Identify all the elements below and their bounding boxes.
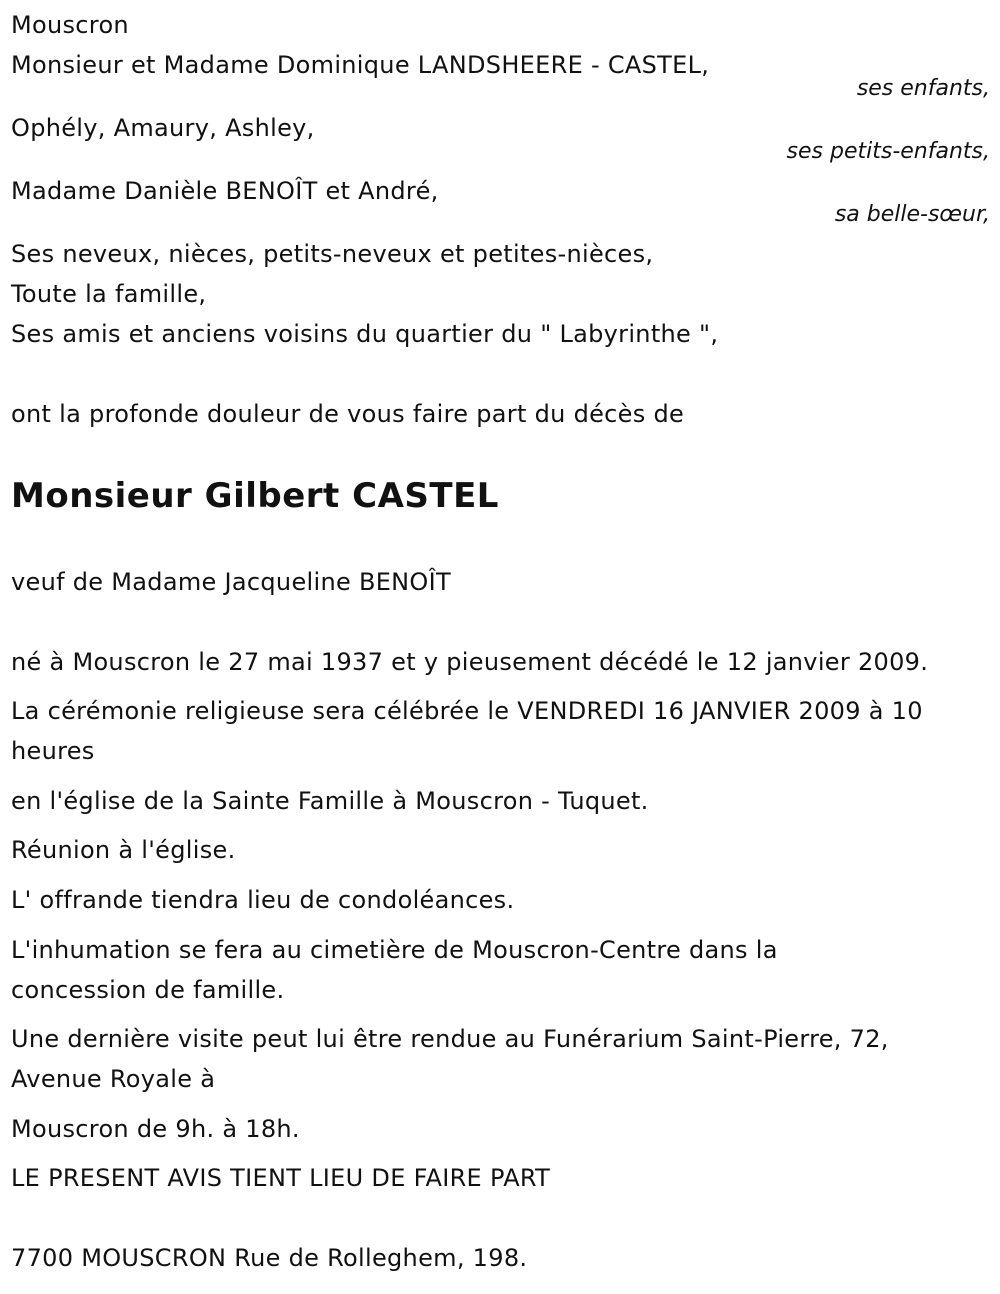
widower-line: veuf de Madame Jacqueline BENOÎT [11,568,451,596]
visit-line-cont: Avenue Royale à [11,1065,216,1093]
ceremony-line: La cérémonie religieuse sera célébrée le VENDREDI 16 JANVIER 2009 à 10 [11,697,923,725]
ceremony-line-cont: heures [11,737,95,765]
birth-death-line: né à Mouscron le 27 mai 1937 et y pieusement décédé le 12 janvier 2009. [11,648,929,676]
grandchildren-relation: ses petits-enfants, [786,139,990,164]
notice-statement: LE PRESENT AVIS TIENT LIEU DE FAIRE PART [11,1164,551,1192]
visit-line: Une dernière visite peut lui être rendue au Funérarium Saint-Pierre, 72, [11,1025,889,1053]
burial-line-cont: concession de famille. [11,976,285,1004]
city-heading: Mouscron [11,11,129,39]
deceased-name: Monsieur Gilbert CASTEL [11,476,499,516]
meeting-line: Réunion à l'église. [11,836,236,864]
address-line: 7700 MOUSCRON Rue de Rolleghem, 198. [11,1244,528,1272]
offering-line: L' offrande tiendra lieu de condoléances. [11,886,515,914]
burial-line: L'inhumation se fera au cimetière de Mouscron-Centre dans la [11,936,778,964]
church-line: en l'église de la Sainte Famille à Mouscron - Tuquet. [11,787,649,815]
friends-line: Ses amis et anciens voisins du quartier du " Labyrinthe ", [11,320,719,348]
family-line: Toute la famille, [11,280,207,308]
sister-in-law-line: Madame Danièle BENOÎT et André, [11,177,439,205]
children-relation: ses enfants, [856,76,990,101]
children-line: Monsieur et Madame Dominique LANDSHEERE - CASTEL, [11,51,710,79]
grandchildren-line: Ophély, Amaury, Ashley, [11,114,315,142]
sister-in-law-relation: sa belle-sœur, [834,202,990,227]
announcement-line: ont la profonde douleur de vous faire part du décès de [11,400,685,428]
nephews-line: Ses neveux, nièces, petits-neveux et petites-nièces, [11,240,654,268]
visit-hours-line: Mouscron de 9h. à 18h. [11,1115,300,1143]
